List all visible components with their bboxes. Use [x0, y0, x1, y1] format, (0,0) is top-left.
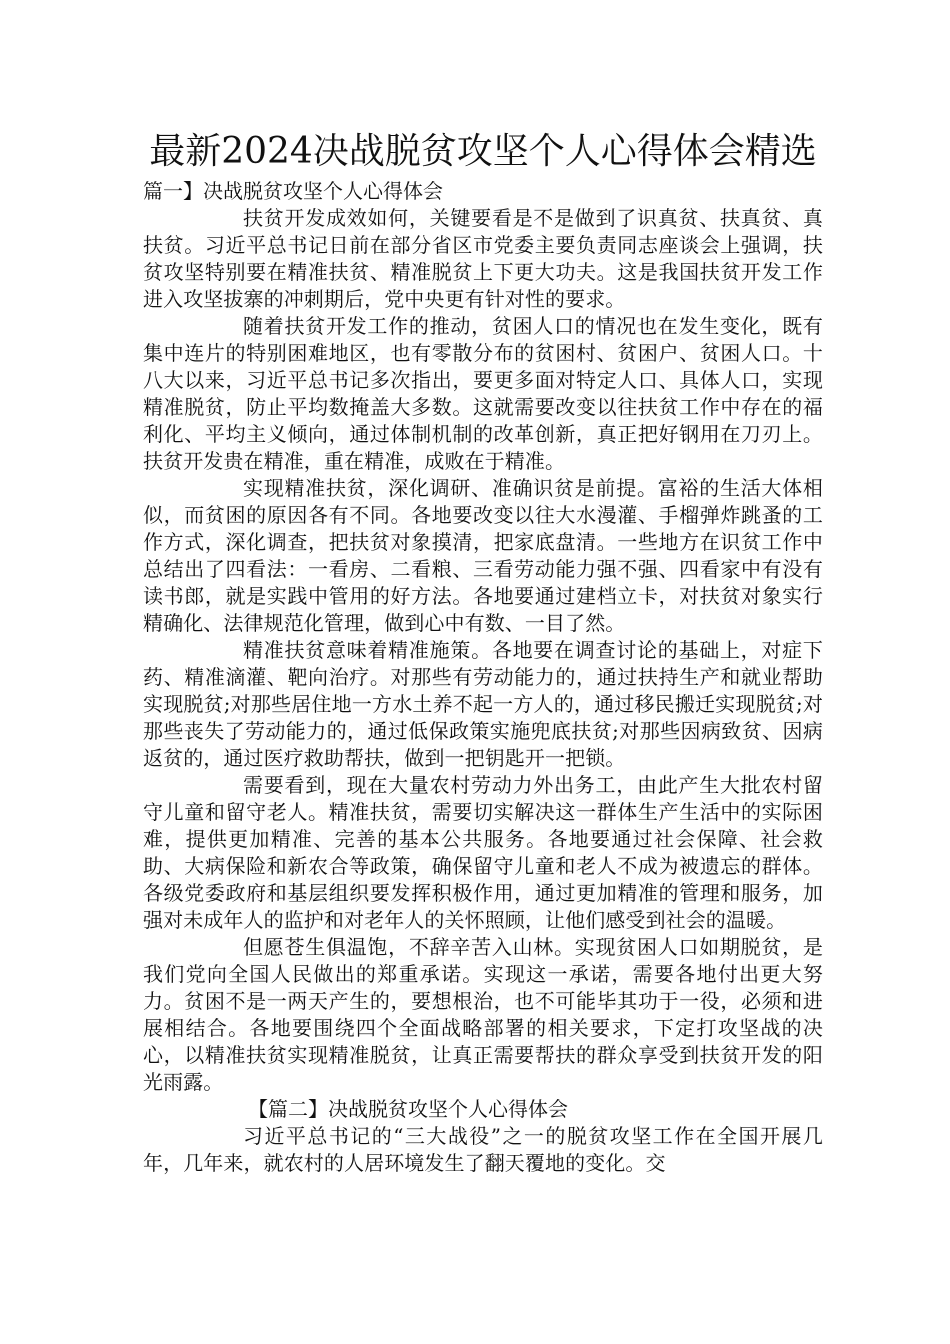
section-two-heading: 【篇二】决战脱贫攻坚个人心得体会 — [248, 1097, 568, 1121]
section-one-paragraph-5: 需要看到，现在大量农村劳动力外出务工，由此产生大批农村留守儿童和留守老人。精准扶贫，需要切实解决这一群体生产生活中的实际困难，提供更加精准、完善的基本公共服务。各地要通过社会保障、社会救助、大病保险和新农合等政策，确保留守儿童和老人不成为被遗忘的群体。各级党委政府和基层组织要发挥积极作用，通过更加精准的管理和服务，加强对未成年人的监护和对老年人的关怀照顾，让他们感受到社会的温暖。 — [143, 773, 823, 932]
section-one-paragraph-3: 实现精准扶贫，深化调研、准确识贫是前提。富裕的生活大体相似，而贫困的原因各有不同。各地要改变以往大水漫灌、手榴弹炸跳蚤的工作方式，深化调查，把扶贫对象摸清，把家底盘清。一些地方在识贫工作中总结出了四看法：一看房、二看粮、三看劳动能力强不强、四看家中有没有读书郎，就是实践中管用的好方法。各地要通过建档立卡，对扶贫对象实行精确化、法律规范化管理，做到心中有数、一目了然。 — [143, 476, 823, 635]
document-title: 最新2024决战脱贫攻坚个人心得体会精选 — [149, 131, 817, 172]
section-one-paragraph-2: 随着扶贫开发工作的推动，贫困人口的情况也在发生变化，既有集中连片的特别困难地区，也有零散分布的贫困村、贫困户、贫困人口。十八大以来，习近平总书记多次指出，要更多面对特定人口、具体人口，实现精准脱贫，防止平均数掩盖大多数。这就需要改变以往扶贫工作中存在的福利化、平均主义倾向，通过体制机制的改革创新，真正把好钢用在刀刃上。扶贫开发贵在精准，重在精准，成败在于精准。 — [143, 314, 823, 473]
section-one-paragraph-6: 但愿苍生俱温饱，不辞辛苦入山林。实现贫困人口如期脱贫，是我们党向全国人民做出的郑重承诺。实现这一承诺，需要各地付出更大努力。贫困不是一两天产生的，要想根治，也不可能毕其功于一役，必须和进展相结合。各地要围绕四个全面战略部署的相关要求，下定打攻坚战的决心，以精准扶贫实现精准脱贫，让真正需要帮扶的群众享受到扶贫开发的阳光雨露。 — [143, 935, 823, 1094]
section-two-paragraph-1: 习近平总书记的“三大战役”之一的脱贫攻坚工作在全国开展几年，几年来，就农村的人居环境发生了翻天覆地的变化。交 — [143, 1124, 823, 1175]
section-one-paragraph-4: 精准扶贫意味着精准施策。各地要在调查讨论的基础上，对症下药、精准滴灌、靶向治疗。对那些有劳动能力的，通过扶持生产和就业帮助实现脱贫;对那些居住地一方水土养不起一方人的，通过移民搬迁实现脱贫;对那些丧失了劳动能力的，通过低保政策实施兜底扶贫;对那些因病致贫、因病返贫的，通过医疗救助帮扶，做到一把钥匙开一把锁。 — [143, 638, 823, 770]
section-two — [143, 1096, 823, 1177]
section-one-paragraph-1: 扶贫开发成效如何，关键要看是不是做到了识真贫、扶真贫、真扶贫。习近平总书记日前在部分省区市党委主要负责同志座谈会上强调，扶贫攻坚特别要在精准扶贫、精准脱贫上下更大功夫。这是我国扶贫开发工作进入攻坚拔寨的冲刺期后，党中央更有针对性的要求。 — [143, 206, 823, 311]
section-one — [143, 178, 823, 1096]
document-page — [143, 128, 823, 1177]
section-one-heading: 篇一】决战脱贫攻坚个人心得体会 — [143, 179, 443, 203]
